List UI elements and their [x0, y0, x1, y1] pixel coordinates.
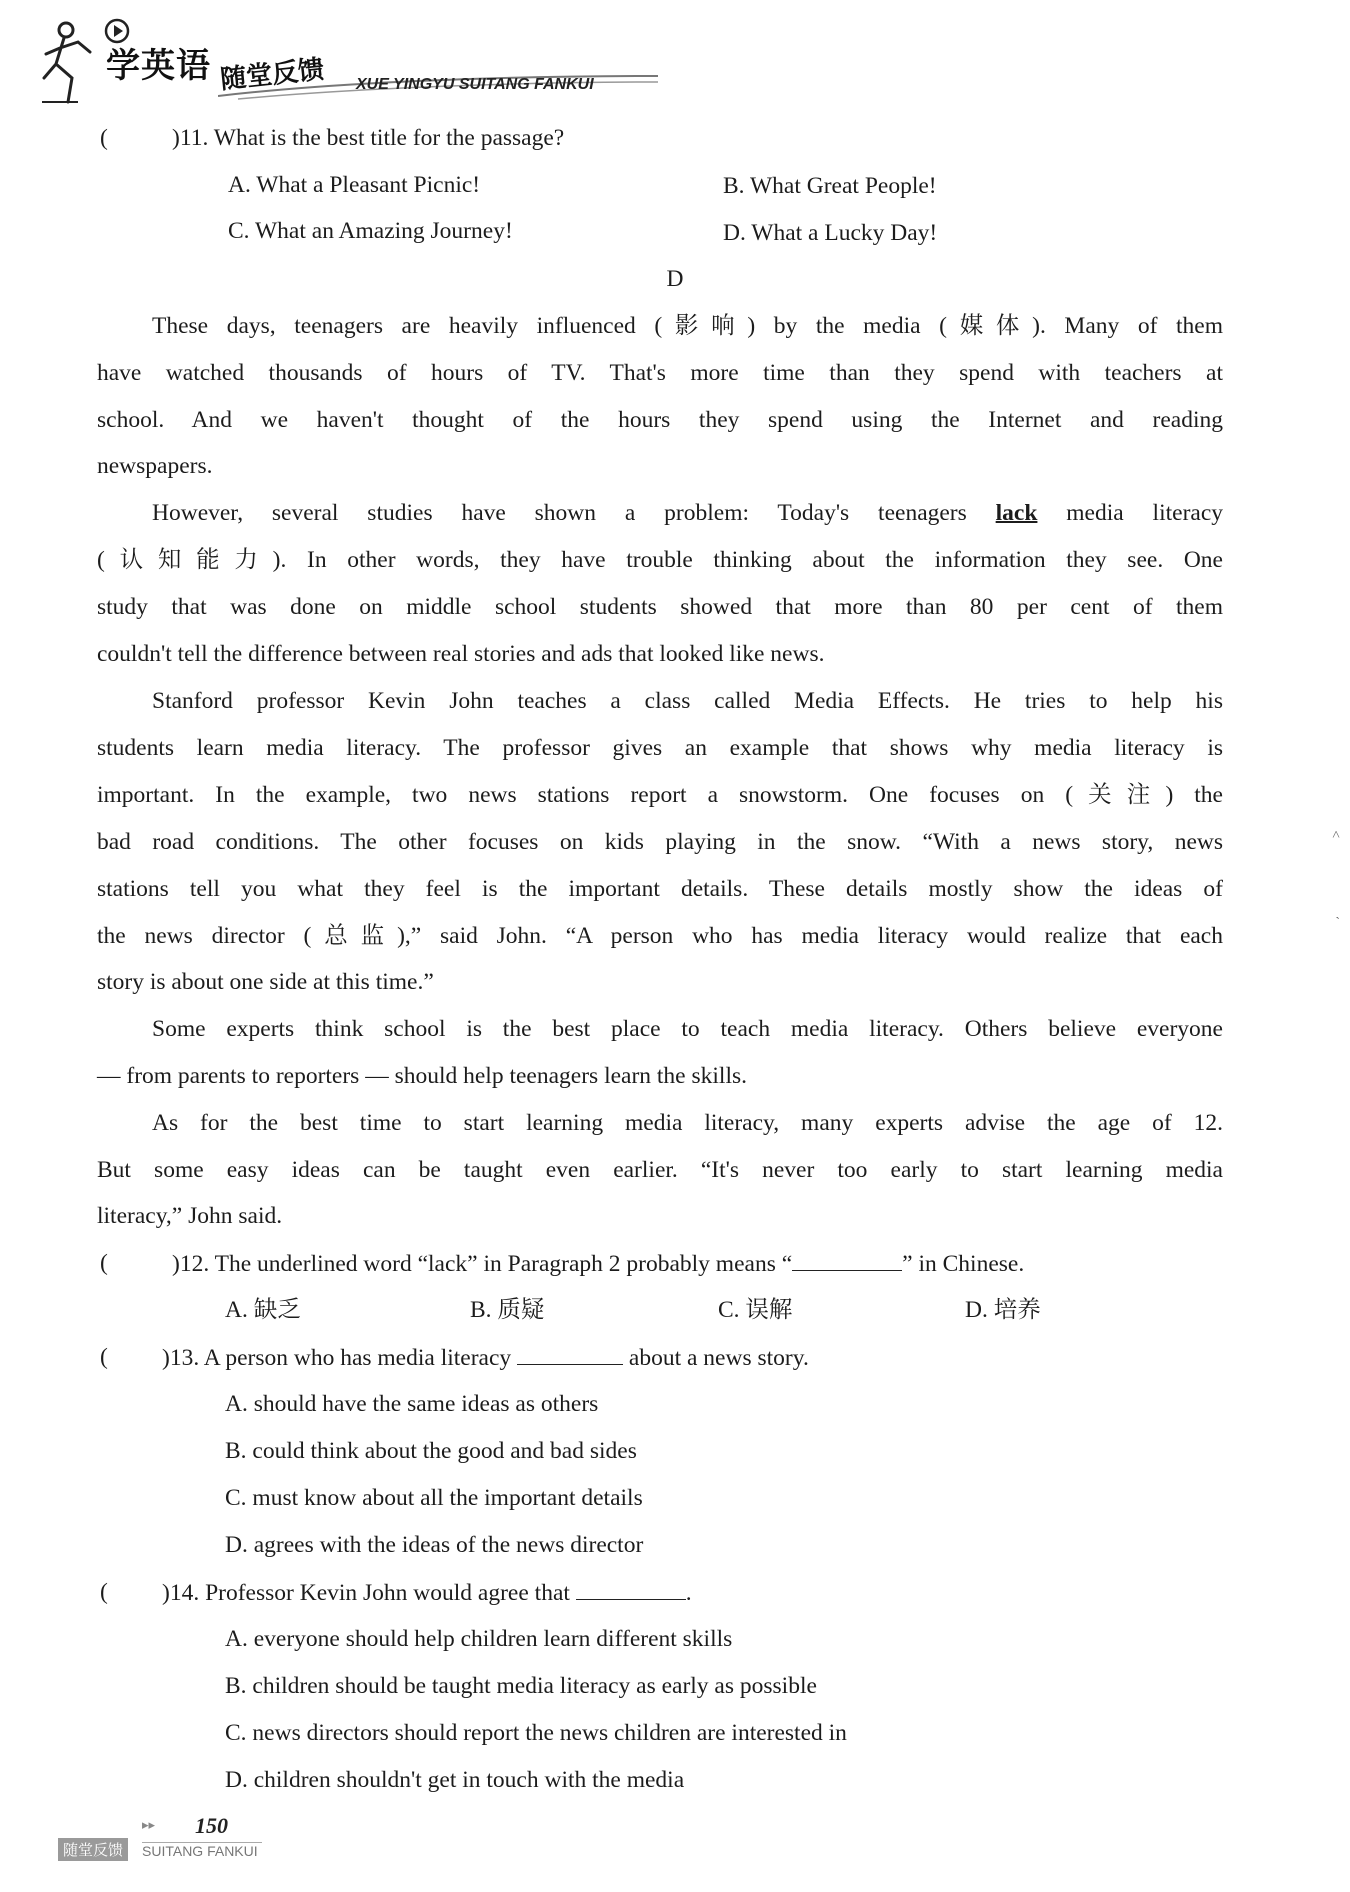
brand-title: 学英语	[106, 46, 211, 86]
passage-line: As for the best time to start learning media literacy, many experts advise the age of 12.	[152, 1110, 1223, 1136]
passage-line: study that was done on middle school students showed that more than 80 per cent of them	[97, 594, 1223, 620]
passage-line: have watched thousands of hours of TV. That's more time than they spend with teachers at	[97, 360, 1223, 386]
question-12-stem	[172, 1248, 1024, 1279]
question-14-option-a: A. everyone should help children learn different skills	[225, 1626, 733, 1652]
question-11-stem: )11. What is the best title for the passage?	[172, 125, 565, 151]
passage-line: school. And we haven't thought of the hours they spend using the Internet and reading	[97, 407, 1223, 433]
question-text: )12. The underlined word “lack” in Paragraph 2 probably means “	[172, 1251, 793, 1277]
question-13-option-a: A. should have the same ideas as others	[225, 1391, 599, 1417]
question-13-stem	[162, 1342, 809, 1373]
passage-line: literacy,” John said.	[97, 1203, 283, 1229]
question-text: ” in Chinese.	[902, 1251, 1025, 1277]
underlined-word: lack	[995, 500, 1038, 526]
passage-text: However, several studies have shown a problem: Today's teenagers	[152, 500, 967, 526]
margin-mark: ˎ	[1335, 905, 1340, 920]
question-13-option-d: D. agrees with the ideas of the news director	[225, 1532, 644, 1558]
question-13-option-b: B. could think about the good and bad sides	[225, 1438, 637, 1464]
section-heading: D	[666, 266, 684, 292]
passage-line: bad road conditions. The other focuses on kids playing in the snow. “With a news story, news	[97, 829, 1223, 855]
answer-blank[interactable]	[576, 1577, 686, 1600]
passage-line: newspapers.	[97, 453, 213, 479]
brand-subtitle: 随堂反馈	[218, 54, 326, 96]
passage-line: the news director (总监),” said John. “A person who has media literacy would realize that each	[97, 923, 1223, 949]
passage-line: But some easy ideas can be taught even earlier. “It's never too early to start learning media	[97, 1157, 1223, 1183]
footer-badge: 随堂反馈	[58, 1838, 128, 1861]
passage-line: important. In the example, two news stations report a snowstorm. One focuses on (关注) the	[97, 782, 1223, 808]
question-13-option-c: C. must know about all the important details	[225, 1485, 643, 1511]
question-14-option-b: B. children should be taught media literacy as early as possible	[225, 1673, 817, 1699]
passage-text: media literacy	[1066, 500, 1224, 526]
answer-blank[interactable]	[517, 1342, 623, 1365]
question-11-option-b: B. What Great People!	[723, 173, 937, 199]
passage-line: Stanford professor Kevin John teaches a class called Media Effects. He tries to help his	[152, 688, 1223, 714]
answer-bracket: (	[100, 1344, 108, 1370]
answer-bracket: (	[100, 1579, 108, 1605]
passage-line: couldn't tell the difference between real stories and ads that looked like news.	[97, 641, 825, 667]
passage-line: story is about one side at this time.”	[97, 969, 434, 995]
runner-logo-icon	[38, 18, 108, 108]
passage-line: (认知能力). In other words, they have trouble thinking about the information they see. One	[97, 547, 1223, 573]
question-14-stem	[162, 1577, 692, 1608]
passage-line: students learn media literacy. The professor gives an example that shows why media literacy is	[97, 735, 1223, 761]
answer-blank[interactable]	[792, 1248, 902, 1271]
question-text: .	[685, 1580, 692, 1606]
answer-bracket: (	[100, 125, 108, 151]
passage-line: Some experts think school is the best place to teach media literacy. Others believe everyone	[152, 1016, 1223, 1042]
footer-arrows-icon: ▸▸	[142, 1818, 156, 1833]
question-text: about a news story.	[628, 1345, 809, 1371]
passage-line: These days, teenagers are heavily influenced (影响) by the media (媒体). Many of them	[152, 313, 1223, 339]
page-header	[38, 10, 638, 110]
passage-line: stations tell you what they feel is the important details. These details mostly show the ideas of	[97, 876, 1223, 902]
question-12-option-c: C. 误解	[718, 1297, 793, 1323]
answer-bracket: (	[100, 1250, 108, 1276]
passage-line: — from parents to reporters — should help teenagers learn the skills.	[97, 1063, 747, 1089]
question-14-option-d: D. children shouldn't get in touch with the media	[225, 1767, 685, 1793]
question-11-option-c: C. What an Amazing Journey!	[228, 218, 513, 244]
brand-english: XUE YINGYU SUITANG FANKUI	[356, 76, 594, 93]
question-11-option-a: A. What a Pleasant Picnic!	[228, 172, 481, 198]
footer-english: SUITANG FANKUI	[142, 1842, 262, 1859]
question-12-option-b: B. 质疑	[470, 1297, 545, 1323]
question-14-option-c: C. news directors should report the news children are interested in	[225, 1720, 847, 1746]
question-12-option-d: D. 培养	[965, 1297, 1041, 1323]
margin-mark: ˄	[1332, 828, 1340, 843]
question-11-option-d: D. What a Lucky Day!	[723, 220, 938, 246]
question-12-option-a: A. 缺乏	[225, 1297, 301, 1323]
passage-line	[152, 498, 1223, 528]
question-text: )13. A person who has media literacy	[162, 1345, 512, 1371]
question-text: )14. Professor Kevin John would agree that	[162, 1580, 570, 1606]
page-number: 150	[195, 1813, 228, 1838]
